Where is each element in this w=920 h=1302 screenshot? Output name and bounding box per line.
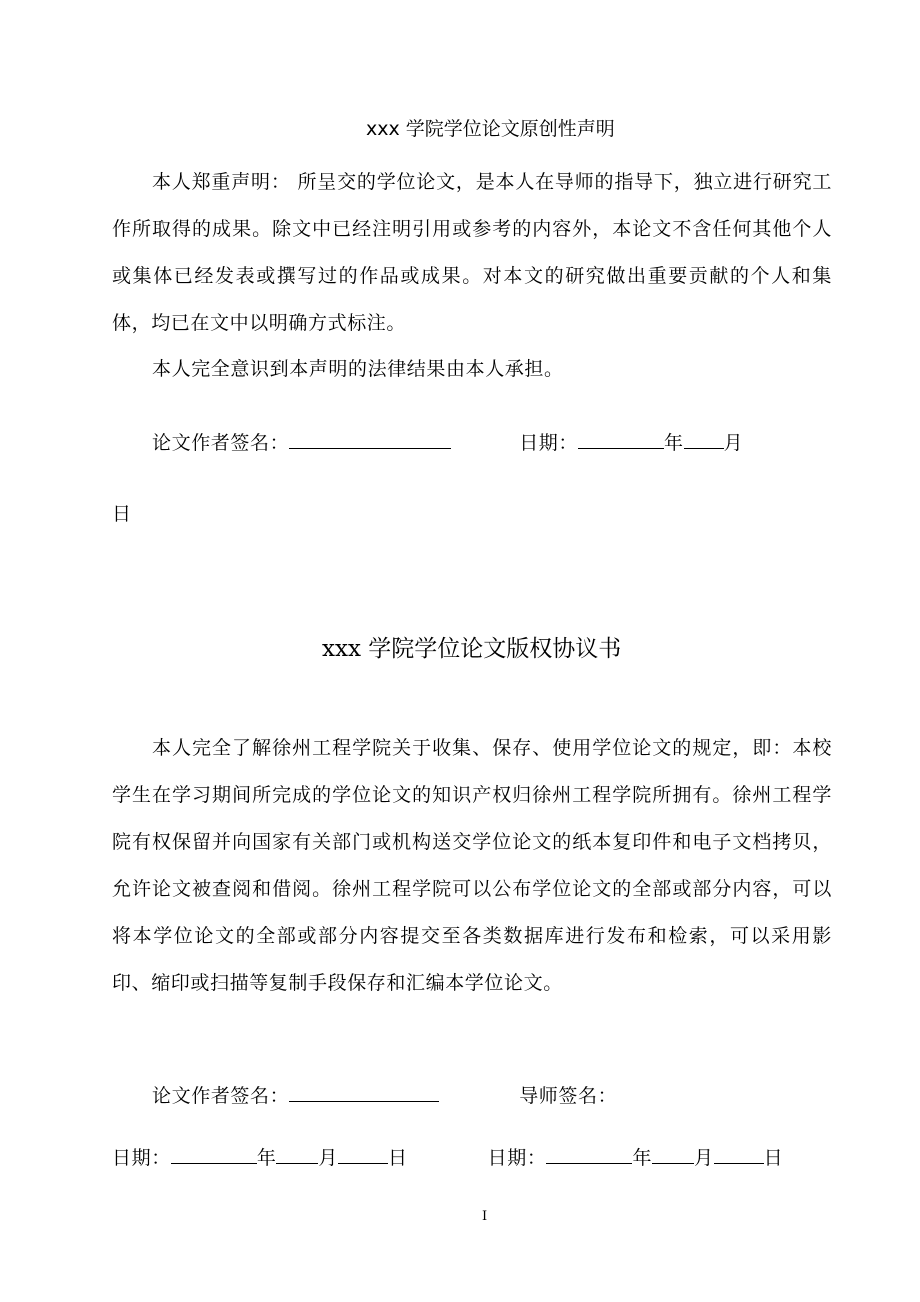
- year-label: 年: [256, 1147, 277, 1169]
- declaration-responsibility: 本人完全意识到本声明的法律结果由本人承担。: [152, 358, 564, 380]
- advisor-sign-label: 导师签名：: [519, 1085, 618, 1107]
- advisor-year-label: 年: [632, 1147, 653, 1169]
- agreement-date-row: [112, 1143, 783, 1170]
- day-label: 日: [388, 1147, 408, 1169]
- year-label: 年: [664, 432, 684, 454]
- date-label: 日期：: [519, 432, 579, 454]
- year-blank[interactable]: [171, 1143, 257, 1164]
- author-sign-label: 论文作者签名：: [152, 432, 290, 454]
- month-label: 月: [723, 432, 744, 454]
- year-blank[interactable]: [578, 428, 664, 449]
- agreement-title: xxx 学院学位论文版权协议书: [322, 636, 622, 662]
- month-blank[interactable]: [684, 428, 724, 449]
- declaration-title: xxx 学院学位论文原创性声明: [366, 118, 615, 140]
- advisor-day-label: 日: [763, 1147, 784, 1169]
- advisor-date-label: 日期：: [487, 1147, 547, 1169]
- author-sign-blank[interactable]: [289, 1081, 439, 1102]
- advisor-day-blank[interactable]: [714, 1143, 764, 1164]
- advisor-month-label: 月: [694, 1147, 714, 1169]
- author-sign-blank[interactable]: [289, 428, 451, 449]
- page-number: I: [482, 1209, 488, 1224]
- declaration-signature-row: [152, 428, 743, 455]
- advisor-month-blank[interactable]: [652, 1143, 694, 1164]
- agreement-paragraph: 本人完全了解徐州工程学院关于收集、保存、使用学位论文的规定，即：本校学生在学习期间所完成的学位论文的知识产权归徐州工程学院所拥有。徐州工程学院有权保留并向国家有关部门或机构送交学位论文的纸本复印件和电子文档拷贝，允许论文被查阅和借阅。徐州工程学院可以公布学位论文的全部或部分内容，可以将本学位论文的全部或部分内容提交至各类数据库进行发布和检索，可以采用影印、缩印或扫描等复制手段保存和汇编本学位论文。: [112, 737, 832, 994]
- date-label: 日期：: [112, 1147, 171, 1169]
- month-blank[interactable]: [276, 1143, 318, 1164]
- advisor-year-blank[interactable]: [546, 1143, 632, 1164]
- agreement-signature-row: [152, 1081, 617, 1108]
- day-blank[interactable]: [338, 1143, 388, 1164]
- month-label: 月: [318, 1147, 339, 1169]
- declaration-day-label: 日: [112, 503, 132, 525]
- author-sign-label: 论文作者签名：: [152, 1085, 290, 1107]
- declaration-paragraph: 本人郑重声明： 所呈交的学位论文，是本人在导师的指导下，独立进行研究工作所取得的成果。除文中已经注明引用或参考的内容外，本论文不含任何其他个人或集体已经发表或撰写过的作品或成果。对本文的研究做出重要贡献的个人和集体，均已在文中以明确方式标注。: [112, 171, 832, 334]
